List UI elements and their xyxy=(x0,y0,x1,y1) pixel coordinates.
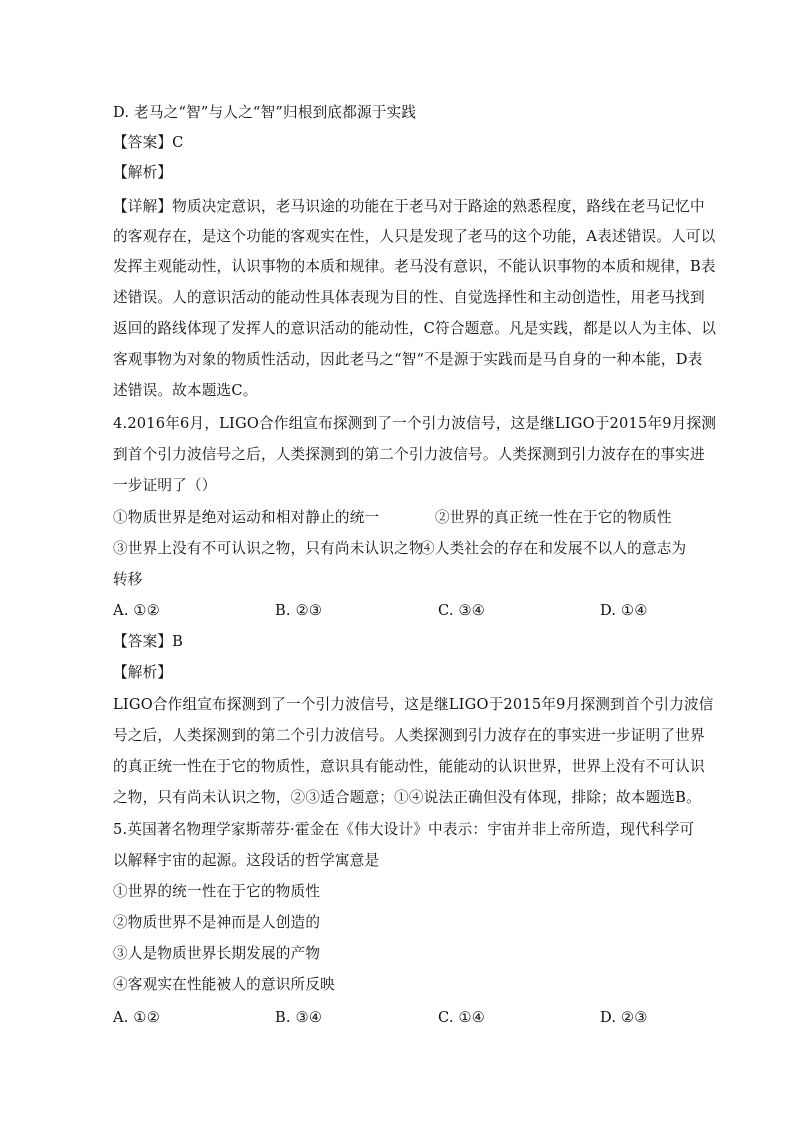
q4-stem-line: 4.2016年6月，LIGO合作组宣布探测到了一个引力波信号，这是继LIGO于2015年9月探测 xyxy=(113,415,717,432)
q4-analysis-line: 号之后，人类探测到的第二个引力波信号。人类探测到引力波存在的事实进一步证明了世界 xyxy=(113,727,705,744)
q5-option-a: A. ①② xyxy=(113,1009,160,1026)
q4-statement-3: ③世界上没有不可认识之物，只有尚未认识之物 xyxy=(113,540,424,557)
q4-statement-2: ②世界的真正统一性在于它的物质性 xyxy=(435,509,672,526)
q5-option-b: B. ③④ xyxy=(275,1009,323,1026)
q3-detail-line: 【详解】物质决定意识，老马识途的功能在于老马对于路途的熟悉程度，路线在老马记忆中 xyxy=(113,198,705,215)
q3-detail-line: 述错误。故本题选C。 xyxy=(113,382,258,399)
q4-option-c: C. ③④ xyxy=(438,602,486,619)
q3-detail-line: 客观事物为对象的物质性活动，因此老马之“智“不是源于实践而是马自身的一种本能，D表 xyxy=(113,351,703,368)
q4-analysis-line: 之物，只有尚未认识之物，②③适合题意；①④说法正确但没有体现，排除；故本题选B。 xyxy=(113,789,701,806)
q3-detail-line: 返回的路线体现了发挥人的意识活动的能动性，C符合题意。凡是实践，都是以人为主体、以 xyxy=(113,320,717,337)
q3-detail-line: 述错误。人的意识活动的能动性具体表现为目的性、自觉选择性和主动创造性，用老马找到 xyxy=(113,289,705,306)
q3-answer: 【答案】C xyxy=(113,134,184,151)
q5-stem-line: 5.英国著名物理学家斯蒂芬·霍金在《伟大设计》中表示：宇宙并非上帝所造，现代科学可 xyxy=(113,821,695,838)
q3-detail-line: 的客观存在，是这个功能的客观实在性，人只是发现了老马的这个功能，A表述错误。人可以 xyxy=(113,228,716,245)
q4-stem-line: 到首个引力波信号之后，人类探测到的第二个引力波信号。人类探测到引力波存在的事实进 xyxy=(113,446,705,463)
q5-option-c: C. ①④ xyxy=(438,1009,486,1026)
q4-option-b: B. ②③ xyxy=(275,602,323,619)
q4-analysis-line: LIGO合作组宣布探测到了一个引力波信号，这是继LIGO于2015年9月探测到首个引力波信 xyxy=(113,696,714,713)
q4-option-d: D. ①④ xyxy=(600,602,648,619)
q4-statement-4-continued: 转移 xyxy=(113,571,143,588)
q5-statement: ③人是物质世界长期发展的产物 xyxy=(113,945,321,962)
q3-detail-line: 发挥主观能动性，认识事物的本质和规律。老马没有意识，不能认识事物的本质和规律，B表 xyxy=(113,258,716,275)
q4-stem-line: 一步证明了（） xyxy=(113,477,217,494)
q3-option-d: D. 老马之“智”与人之“智”归根到底都源于实践 xyxy=(113,104,417,121)
q5-statement: ④客观实在性能被人的意识所反映 xyxy=(113,976,335,993)
q4-analysis-line: 的真正统一性在于它的物质性，意识具有能动性，能能动的认识世界，世界上没有不可认识 xyxy=(113,758,705,775)
q5-statement: ①世界的统一性在于它的物质性 xyxy=(113,883,321,900)
q4-answer: 【答案】B xyxy=(113,633,184,650)
q5-statement: ②物质世界不是神而是人创造的 xyxy=(113,914,321,931)
q4-statement-4: ④人类社会的存在和发展不以人的意志为 xyxy=(420,540,687,557)
q4-option-a: A. ①② xyxy=(113,602,160,619)
q3-analysis-heading: 【解析】 xyxy=(113,164,173,181)
q4-statement-1: ①物质世界是绝对运动和相对静止的统一 xyxy=(113,509,380,526)
q5-stem-line: 以解释宇宙的起源。这段话的哲学寓意是 xyxy=(113,852,380,869)
q5-option-d: D. ②③ xyxy=(600,1009,648,1026)
q4-analysis-heading: 【解析】 xyxy=(113,664,173,681)
